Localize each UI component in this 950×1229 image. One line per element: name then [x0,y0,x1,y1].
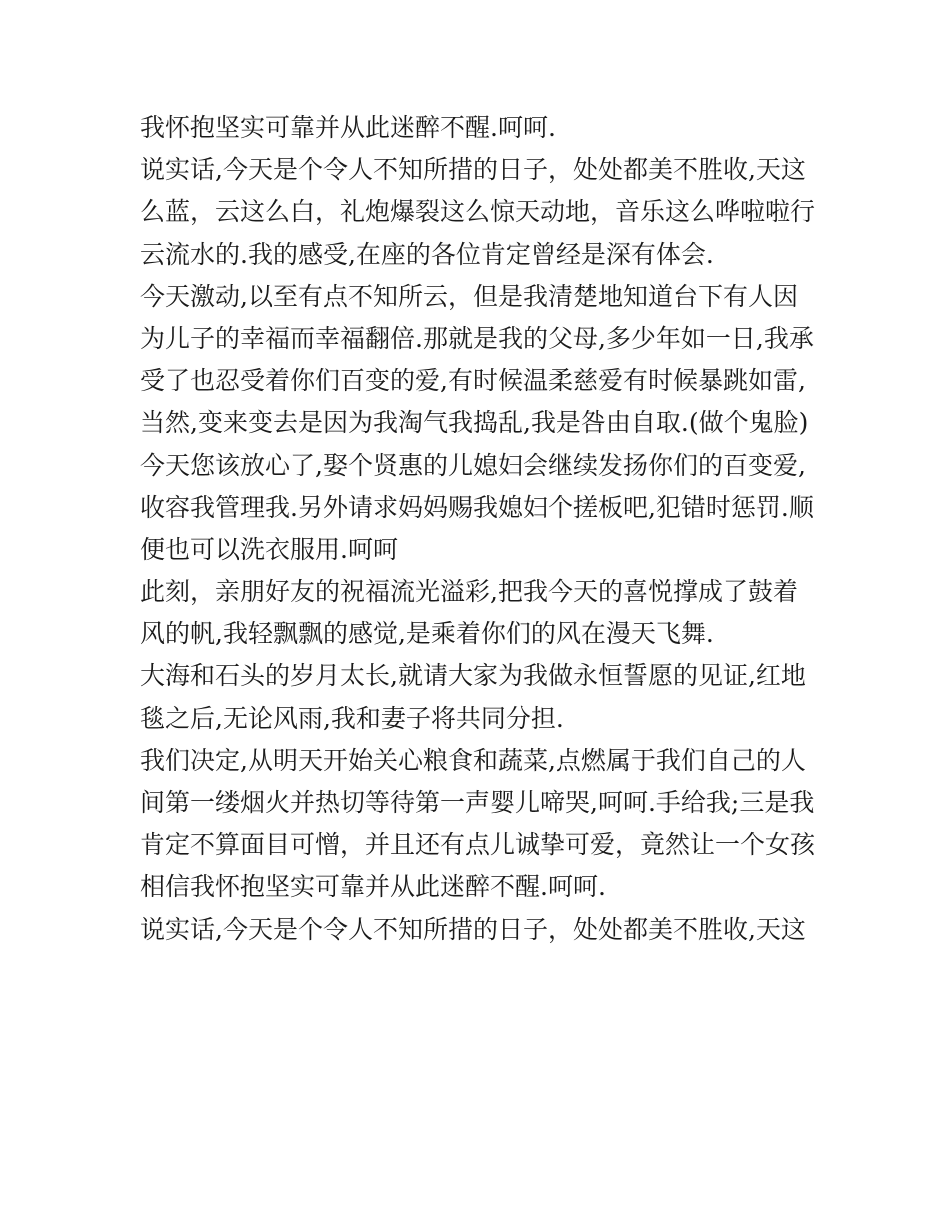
text-line: 我怀抱坚实可靠并从此迷醉不醒.呵呵. [140,113,556,142]
text-line: 说实话,今天是个令人不知所措的日子，处处都美不胜收,天这 [140,155,806,185]
body-text [140,107,820,951]
text-line: 么蓝，云这么白，礼炮爆裂这么惊天动地，音乐这么哗啦啦行 [140,197,816,227]
text-line: 云流水的.我的感受,在座的各位肯定曾经是深有体会. [140,239,714,269]
text-line: 今天您该放心了,娶个贤惠的儿媳妇会继续发扬你们的百变爱, [140,450,806,480]
text-line: 相信我怀抱坚实可靠并从此迷醉不醒.呵呵. [140,872,606,902]
text-line: 大海和石头的岁月太长,就请大家为我做永恒誓愿的见证,红地 [140,661,806,691]
text-line: 受了也忍受着你们百变的爱,有时候温柔慈爱有时候暴跳如雷, [140,366,806,396]
text-line: 说实话,今天是个令人不知所措的日子，处处都美不胜收,天这 [140,914,806,944]
text-line: 我们决定,从明天开始关心粮食和蔬菜,点燃属于我们自己的人 [140,745,806,775]
text-line: 间第一缕烟火并热切等待第一声婴儿啼哭,呵呵.手给我;三是我 [140,788,815,817]
text-line: 收容我管理我.另外请求妈妈赐我媳妇个搓板吧,犯错时惩罚.顺 [140,492,814,522]
text-line: 此刻，亲朋好友的祝福流光溢彩,把我今天的喜悦撑成了鼓着 [140,577,798,607]
text-line: 为儿子的幸福而幸福翻倍.那就是我的父母,多少年如一日,我承 [140,323,814,353]
text-line: 今天激动,以至有点不知所云，但是我清楚地知道台下有人因 [140,281,798,311]
text-line: 风的帆,我轻飘飘的感觉,是乘着你们的风在漫天飞舞. [140,619,714,649]
text-line: 毯之后,无论风雨,我和妻子将共同分担. [140,703,564,733]
text-line: 肯定不算面目可憎，并且还有点儿诚挚可爱，竟然让一个女孩 [140,830,816,860]
text-line: 当然,变来变去是因为我淘气我捣乱,我是咎由自取.(做个鬼脸) [140,408,809,438]
text-line: 便也可以洗衣服用.呵呵 [140,534,398,564]
